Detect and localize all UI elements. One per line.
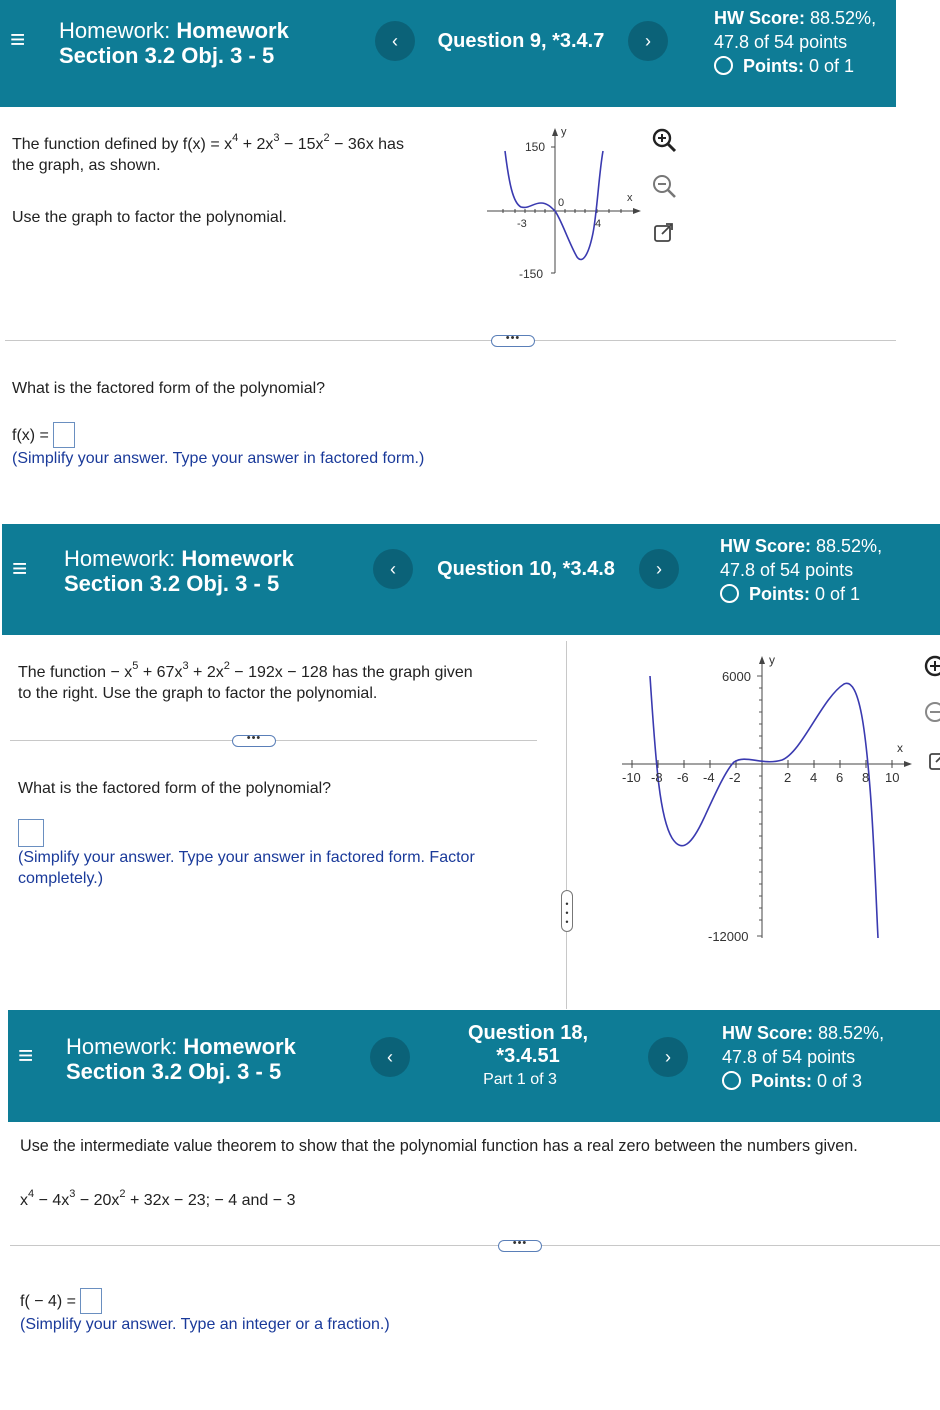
- points-total: 47.8 of 54 points: [714, 32, 848, 52]
- intro-text: The function − x: [18, 664, 133, 681]
- polynomial-expression: [20, 1184, 295, 1211]
- x-tick-label: 2: [784, 770, 792, 785]
- question-label: Question 9, *3.4.7: [437, 30, 605, 52]
- question-text: What is the factored form of the polynomial?: [18, 780, 332, 797]
- previous-question-button[interactable]: ‹: [373, 549, 413, 589]
- section-title: Section 3.2 Obj. 3 - 5: [64, 571, 280, 596]
- hint-line: (Simplify your answer. Type your answer in factored form. Factor: [18, 849, 475, 866]
- question-text: What is the factored form of the polynomial?: [12, 380, 326, 397]
- question-number: Question 18,: [467, 1022, 589, 1044]
- expand-more-button[interactable]: •••: [232, 735, 276, 747]
- points-label: Points:: [743, 56, 804, 76]
- score-label: HW Score:: [720, 536, 812, 556]
- y-axis-label: y: [561, 126, 567, 138]
- score-value: 88.52%,: [813, 1023, 885, 1043]
- intro-text: + 2x: [188, 664, 224, 681]
- title-prefix: Homework:: [66, 1034, 184, 1059]
- x-tick-neg: -3: [517, 218, 527, 230]
- function-description: [12, 128, 404, 176]
- points-label: Points:: [749, 584, 810, 604]
- previous-question-button[interactable]: ‹: [375, 21, 415, 61]
- answer-label: f(x) =: [12, 427, 49, 444]
- instruction-text: Use the intermediate value theorem to show that the polynomial function has a real zero between the numbers given.: [20, 1137, 858, 1155]
- next-question-button[interactable]: ›: [639, 549, 679, 589]
- title-bold: Homework: [181, 546, 294, 571]
- intro-text: − 192x − 128 has the graph given: [229, 664, 473, 681]
- question-label: [438, 1022, 618, 1068]
- exponent: 2: [323, 132, 330, 144]
- zoom-out-icon[interactable]: [651, 173, 677, 199]
- score-value: 88.52%,: [805, 8, 877, 28]
- exponent: 2: [223, 660, 230, 672]
- open-new-window-icon[interactable]: [922, 748, 940, 774]
- menu-icon[interactable]: ≡: [10, 24, 26, 54]
- points-value: 0 of 1: [804, 56, 855, 76]
- intro-text: The function defined by f(x) = x: [12, 136, 233, 153]
- hw-score: [720, 534, 882, 606]
- y-axis-label: y: [769, 653, 775, 667]
- hw-score: [714, 6, 876, 78]
- polynomial-graph: [485, 123, 645, 283]
- exponent: 2: [119, 1188, 126, 1200]
- section-title: Section 3.2 Obj. 3 - 5: [59, 43, 275, 68]
- x-tick-label: 4: [810, 770, 818, 785]
- open-new-window-icon[interactable]: [651, 220, 677, 246]
- x-tick-label: -8: [651, 770, 663, 785]
- title-prefix: Homework:: [64, 546, 182, 571]
- intro-text: − 36x has: [329, 136, 404, 153]
- score-label: HW Score:: [714, 8, 806, 28]
- y-tick-top: 150: [525, 140, 546, 154]
- answer-label: f( − 4) =: [20, 1293, 77, 1310]
- divider: [5, 340, 896, 341]
- expand-more-button[interactable]: •••: [491, 335, 535, 347]
- intro-text: − 15x: [279, 136, 324, 153]
- exponent: 4: [232, 132, 239, 144]
- intro-text: + 67x: [138, 664, 183, 681]
- answer-input[interactable]: [18, 819, 44, 847]
- x-axis-label: x: [627, 192, 633, 204]
- intro-text: + 2x: [238, 136, 274, 153]
- answer-input[interactable]: [80, 1288, 102, 1314]
- zoom-out-icon[interactable]: [922, 699, 940, 725]
- status-circle-icon: [722, 1071, 741, 1090]
- question-id: *3.4.51: [496, 1045, 560, 1067]
- answer-hint: (Simplify your answer. Type your answer in factored form.): [12, 450, 425, 467]
- instruction-text: Use the graph to factor the polynomial.: [12, 209, 287, 226]
- menu-icon[interactable]: ≡: [12, 553, 28, 583]
- title-bold: Homework: [176, 18, 289, 43]
- points-label: Points:: [751, 1071, 812, 1091]
- homework-title: [66, 1034, 296, 1084]
- exponent: 5: [132, 660, 139, 672]
- answer-input[interactable]: [53, 422, 75, 448]
- title-prefix: Homework:: [59, 18, 177, 43]
- x-tick-label: -4: [703, 770, 715, 785]
- splitter-handle[interactable]: • • •: [561, 890, 573, 932]
- score-value: 88.52%,: [811, 536, 883, 556]
- y-tick-bottom: -150: [519, 267, 544, 281]
- part-indicator: Part 1 of 3: [483, 1071, 557, 1088]
- zoom-in-icon[interactable]: [922, 653, 940, 679]
- points-total: 47.8 of 54 points: [720, 560, 854, 580]
- x-tick-label: 8: [862, 770, 870, 785]
- polynomial-graph: [612, 648, 922, 948]
- divider: [10, 1245, 940, 1246]
- points-value: 0 of 1: [810, 584, 861, 604]
- answer-hint: [18, 847, 475, 889]
- section-title: Section 3.2 Obj. 3 - 5: [66, 1059, 282, 1084]
- hint-line: completely.): [18, 870, 104, 887]
- x-tick-label: -10: [622, 770, 641, 785]
- points-value: 0 of 3: [812, 1071, 863, 1091]
- intro-text: the graph, as shown.: [12, 157, 161, 174]
- x-tick-zero: 0: [558, 197, 565, 209]
- y-tick-bottom: -12000: [708, 929, 749, 944]
- hw-score: [722, 1021, 884, 1093]
- exponent: 3: [69, 1188, 76, 1200]
- score-label: HW Score:: [722, 1023, 814, 1043]
- next-question-button[interactable]: ›: [628, 21, 668, 61]
- expand-more-button[interactable]: •••: [498, 1240, 542, 1252]
- panel-splitter: [566, 641, 567, 1009]
- question-label: Question 10, *3.4.8: [437, 558, 615, 580]
- function-description: [18, 656, 473, 704]
- status-circle-icon: [720, 584, 739, 603]
- next-question-button[interactable]: ›: [648, 1037, 688, 1077]
- previous-question-button[interactable]: ‹: [370, 1037, 410, 1077]
- poly-text: + 32x − 23; − 4 and − 3: [125, 1192, 296, 1209]
- poly-text: x: [20, 1192, 28, 1209]
- answer-row: [12, 422, 75, 448]
- answer-hint: (Simplify your answer. Type an integer or a fraction.): [20, 1316, 390, 1333]
- exponent: 3: [182, 660, 189, 672]
- poly-text: − 20x: [75, 1192, 120, 1209]
- answer-row: [20, 1288, 102, 1314]
- y-tick-top: 6000: [722, 669, 751, 684]
- menu-icon[interactable]: ≡: [18, 1040, 34, 1070]
- x-tick-pos: 4: [595, 218, 602, 230]
- status-circle-icon: [714, 56, 733, 75]
- homework-title: [64, 546, 294, 596]
- x-axis-label: x: [897, 741, 903, 755]
- exponent: 3: [273, 132, 280, 144]
- points-total: 47.8 of 54 points: [722, 1047, 856, 1067]
- intro-text: to the right. Use the graph to factor the polynomial.: [18, 685, 378, 702]
- question-18-header: [8, 1010, 940, 1122]
- zoom-in-icon[interactable]: [651, 127, 677, 153]
- poly-text: − 4x: [34, 1192, 70, 1209]
- question-10-header: [2, 524, 940, 635]
- homework-title: [59, 18, 289, 68]
- x-tick-label: 6: [836, 770, 844, 785]
- x-tick-label: -6: [677, 770, 689, 785]
- x-tick-label: -2: [729, 770, 741, 785]
- x-tick-label: 10: [885, 770, 900, 785]
- question-9-header: [0, 0, 896, 107]
- title-bold: Homework: [183, 1034, 296, 1059]
- exponent: 4: [28, 1188, 35, 1200]
